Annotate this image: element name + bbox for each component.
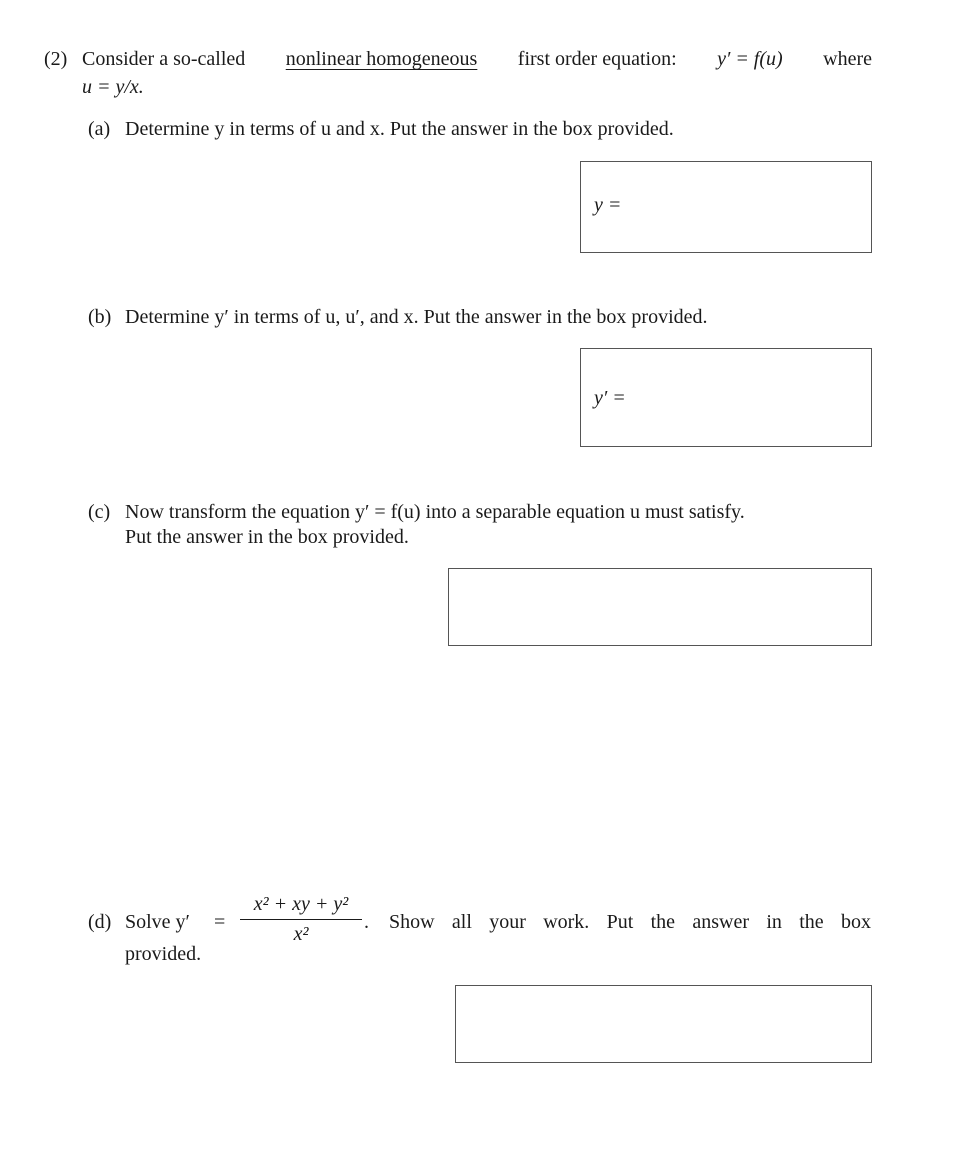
intro-post: first order equation: (517, 48, 677, 70)
part-a-text: Determine y in terms of u and x. Put the answer in the box provided. (125, 118, 674, 140)
problem-intro-line1 (82, 48, 872, 71)
intro-pre: Consider a so-called (82, 48, 246, 70)
part-d-equals: = (214, 911, 226, 933)
part-d-word: all (451, 911, 472, 933)
answer-box-b[interactable] (580, 348, 872, 447)
part-c-text-line1: Now transform the equation y′ = f(u) into a separable equation u must satisfy. (125, 501, 745, 523)
part-d-word: work. (543, 911, 590, 933)
part-d-word: the (650, 911, 676, 933)
answer-box-c[interactable] (448, 568, 872, 646)
part-d-word: in (766, 911, 782, 933)
part-b-label: (b) (88, 306, 112, 328)
part-d-solve: Solve y′ (125, 911, 190, 933)
answer-box-a-label: y = (594, 194, 622, 216)
part-d-word: Show (389, 911, 435, 933)
fraction-denominator: x² (293, 923, 309, 945)
part-a-label: (a) (88, 118, 111, 140)
intro-where: where (823, 48, 872, 70)
part-d-fraction (240, 893, 362, 946)
part-d-text-line2: provided. (125, 943, 202, 965)
intro-underlined: nonlinear homogeneous (285, 48, 478, 70)
part-d-label: (d) (88, 911, 112, 933)
part-d-period: . (364, 911, 369, 933)
answer-box-a[interactable] (580, 161, 872, 253)
part-c-label: (c) (88, 501, 111, 523)
part-d-text-after (389, 911, 871, 934)
part-d-word: your (489, 911, 526, 933)
answer-box-d[interactable] (455, 985, 872, 1063)
part-d-word: the (799, 911, 824, 933)
part-d-word: box (840, 911, 871, 933)
answer-box-b-label: y′ = (594, 387, 626, 409)
fraction-bar (240, 919, 362, 920)
part-c-text-line2: Put the answer in the box provided. (125, 526, 409, 548)
part-d-word: answer (692, 911, 749, 933)
problem-number: (2) (44, 48, 68, 70)
part-d-word: Put (606, 911, 634, 933)
fraction-numerator: x² + xy + y² (253, 893, 349, 915)
part-b-text: Determine y′ in terms of u, u′, and x. Put the answer in the box provided. (125, 306, 708, 328)
substitution: u = y/x. (82, 76, 144, 98)
main-equation: y′ = f(u) (717, 48, 783, 70)
